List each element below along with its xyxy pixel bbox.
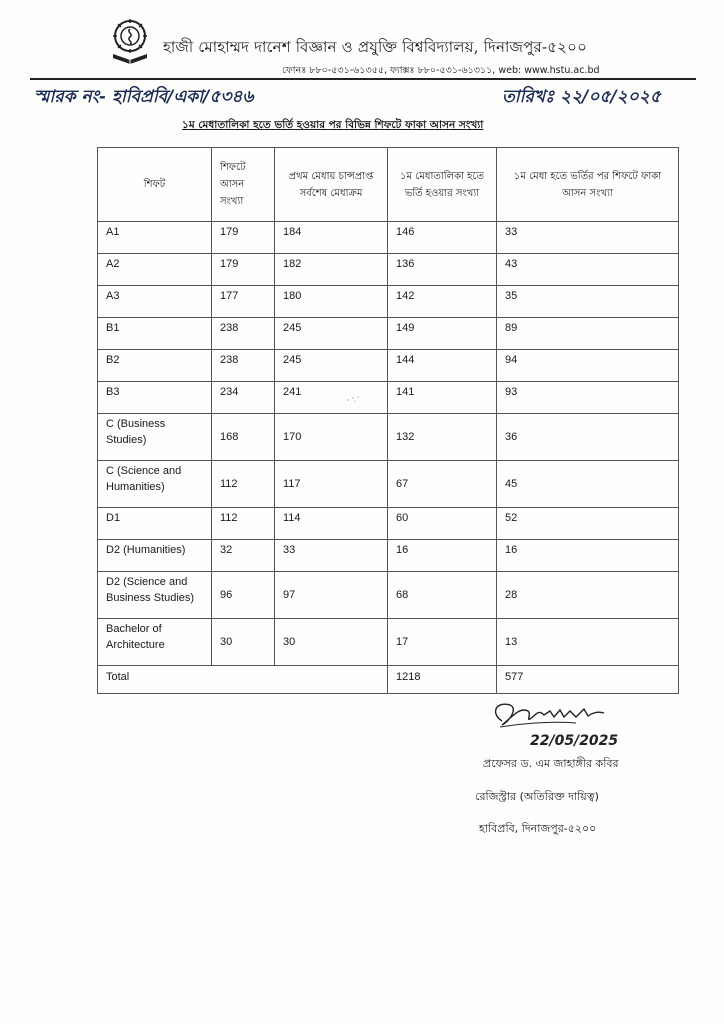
cell-admitted: 136 <box>388 254 497 286</box>
table-row <box>98 222 679 254</box>
total-vacant: 577 <box>497 666 679 694</box>
cell-seats: 32 <box>212 540 275 572</box>
cell-seats: 179 <box>212 254 275 286</box>
cell-last-merit: 114 <box>275 508 388 540</box>
cell-vacant: 52 <box>497 508 679 540</box>
cell-shift: Bachelor of Architecture <box>98 619 212 666</box>
cell-vacant: 94 <box>497 350 679 382</box>
cell-admitted: 67 <box>388 461 497 508</box>
cell-seats: 112 <box>212 508 275 540</box>
cell-vacant: 28 <box>497 572 679 619</box>
table-row <box>98 572 679 619</box>
cell-shift: D1 <box>98 508 212 540</box>
vacant-seats-table <box>97 147 679 694</box>
total-row <box>98 666 679 694</box>
memo-date: তারিখঃ ২২/০৫/২০২৫ <box>502 87 661 107</box>
cell-vacant: 13 <box>497 619 679 666</box>
signer-address: হাবিপ্রবি, দিনাজপুর-৫২০০ <box>479 822 597 835</box>
cell-vacant: 16 <box>497 540 679 572</box>
cell-shift: B3 <box>98 382 212 414</box>
cell-admitted: 144 <box>388 350 497 382</box>
cell-seats: 96 <box>212 572 275 619</box>
signer-title: রেজিস্ট্রার (অতিরিক্ত দায়িত্ব) <box>475 790 599 803</box>
header-last-merit: প্রথম মেধায় চান্সপ্রাপ্ত সর্বশেষ মেধাক্রম <box>275 148 388 222</box>
header-divider <box>30 78 696 80</box>
cell-last-merit: 245 <box>275 350 388 382</box>
header-vacant: ১ম মেধা হতে ভর্তির পর শিফটে ফাকা আসন সংখ্যা <box>497 148 679 222</box>
cell-admitted: 16 <box>388 540 497 572</box>
cell-last-merit: 170 <box>275 414 388 461</box>
cell-vacant: 33 <box>497 222 679 254</box>
cell-seats: 30 <box>212 619 275 666</box>
table-row <box>98 318 679 350</box>
cell-last-merit: 33 <box>275 540 388 572</box>
cell-last-merit: 184 <box>275 222 388 254</box>
table-row <box>98 508 679 540</box>
cell-last-merit: 241 <box>275 382 388 414</box>
cell-admitted: 141 <box>388 382 497 414</box>
signer-name: প্রফেসর ড. এম জাহাঙ্গীর কবির <box>483 757 619 770</box>
cell-vacant: 43 <box>497 254 679 286</box>
cell-shift: D2 (Humanities) <box>98 540 212 572</box>
cell-admitted: 17 <box>388 619 497 666</box>
cell-shift: A2 <box>98 254 212 286</box>
cell-shift: C (Business Studies) <box>98 414 212 461</box>
table-row <box>98 540 679 572</box>
header-shift: শিফট <box>98 148 212 222</box>
cell-seats: 179 <box>212 222 275 254</box>
memo-number: স্মারক নং- হাবিপ্রবি/একা/৫৩৪৬ <box>34 87 254 107</box>
table-row <box>98 286 679 318</box>
cell-vacant: 89 <box>497 318 679 350</box>
cell-shift: C (Science and Humanities) <box>98 461 212 508</box>
cell-last-merit: 97 <box>275 572 388 619</box>
table-row <box>98 350 679 382</box>
cell-admitted: 132 <box>388 414 497 461</box>
university-name: হাজী মোহাম্মদ দানেশ বিজ্ঞান ও প্রযুক্তি বিশ্ববিদ্যালয়, দিনাজপুর-৫২০০ <box>163 38 588 56</box>
table-row <box>98 414 679 461</box>
cell-shift: B1 <box>98 318 212 350</box>
cell-admitted: 146 <box>388 222 497 254</box>
cell-seats: 168 <box>212 414 275 461</box>
total-admitted: 1218 <box>388 666 497 694</box>
cell-admitted: 149 <box>388 318 497 350</box>
cell-shift: A3 <box>98 286 212 318</box>
header-admitted: ১ম মেধাতালিকা হতে ভর্তি হওয়ার সংখ্যা <box>388 148 497 222</box>
cell-vacant: 36 <box>497 414 679 461</box>
table-row <box>98 461 679 508</box>
cell-last-merit: 245 <box>275 318 388 350</box>
cell-last-merit: 30 <box>275 619 388 666</box>
table-header-row <box>98 148 679 222</box>
cell-admitted: 68 <box>388 572 497 619</box>
cell-admitted: 60 <box>388 508 497 540</box>
cell-last-merit: 117 <box>275 461 388 508</box>
header-seats: শিফটে আসন সংখ্যা <box>212 148 275 222</box>
cell-vacant: 45 <box>497 461 679 508</box>
cell-shift: D2 (Science and Business Studies) <box>98 572 212 619</box>
cell-seats: 238 <box>212 350 275 382</box>
cell-shift: B2 <box>98 350 212 382</box>
signature-date: 22/05/2025 <box>530 733 619 749</box>
cell-seats: 177 <box>212 286 275 318</box>
cell-seats: 238 <box>212 318 275 350</box>
cell-admitted: 142 <box>388 286 497 318</box>
document-title: ১ম মেধাতালিকা হতে ভর্তি হওয়ার পর বিভিন্ন শিফটে ফাকা আসন সংখ্যা <box>182 119 484 131</box>
total-label: Total <box>98 666 388 694</box>
table-row <box>98 619 679 666</box>
cell-last-merit: 182 <box>275 254 388 286</box>
cell-last-merit: 180 <box>275 286 388 318</box>
table-row <box>98 254 679 286</box>
cell-seats: 234 <box>212 382 275 414</box>
table-row <box>98 382 679 414</box>
cell-vacant: 35 <box>497 286 679 318</box>
cell-vacant: 93 <box>497 382 679 414</box>
contact-info: ফোনঃ ৮৮০-৫৩১-৬১৩৫৫, ফ্যাক্সঃ ৮৮০-৫৩১-৬১৩১১, web: www.hstu.ac.bd <box>282 65 600 76</box>
cell-seats: 112 <box>212 461 275 508</box>
university-logo <box>107 18 153 66</box>
cell-shift: A1 <box>98 222 212 254</box>
